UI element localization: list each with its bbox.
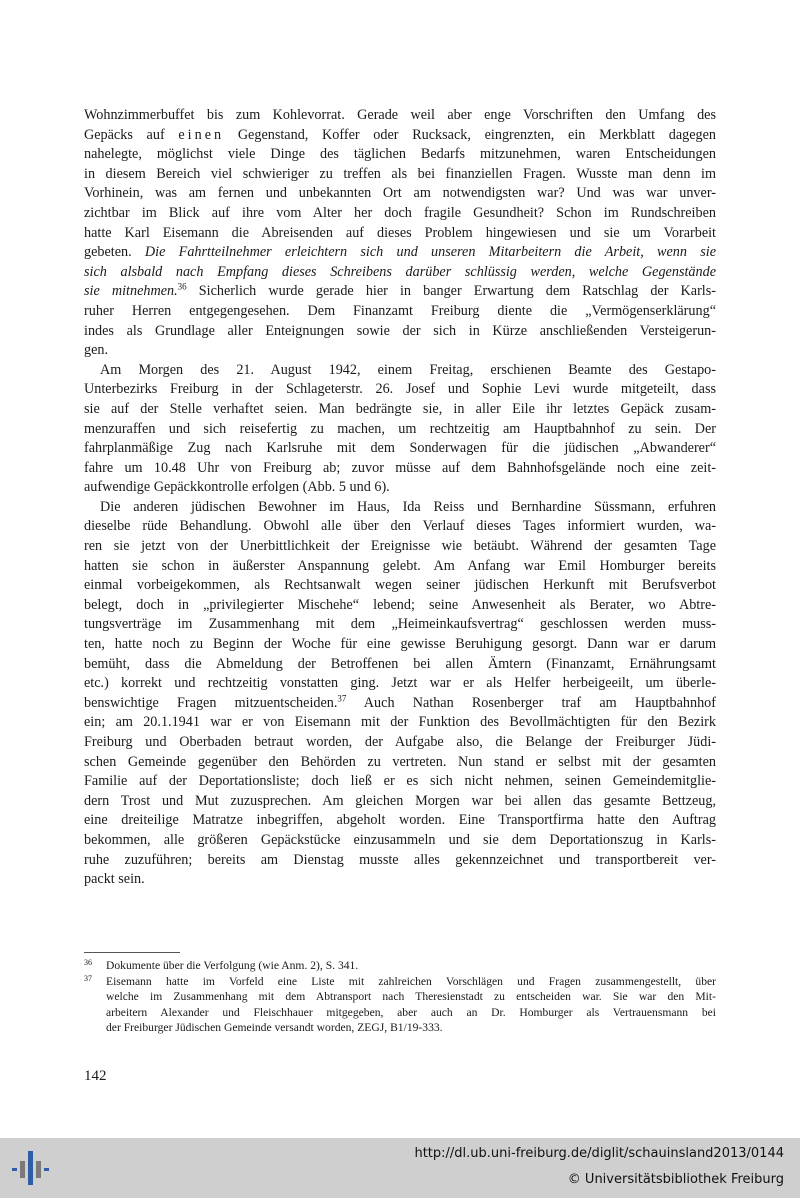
footnote-number: 37 (84, 973, 92, 983)
text-run: aufwendige Gepäckkontrolle erfolgen (Abb. 5 und 6). (84, 479, 390, 496)
text-line (84, 380, 716, 400)
text-run: Die anderen jüdischen Bewohner im Haus, Ida Reiss und Bernhardine Süssmann, erfuhren (100, 498, 716, 515)
text-line (84, 811, 716, 831)
text-run: menzuraffen und sich reisefertig zu machen, um rechtzeitig am Hauptbahnhof zu sein. Der (84, 420, 716, 437)
italic-quote: Die Fahrtteilnehmer erleichtern sich und unseren Mitarbeitern die Arbeit, wenn sie (144, 244, 716, 261)
text-run: hatten sie schon in äußerster Anspannung gelebt. Am Anfang war Emil Homburger bereits (84, 557, 716, 574)
text-run: Vorhinein, was am fernen und unbekannten Ort am notwendigsten war? Und was war unver- (84, 185, 716, 202)
text-line (84, 772, 716, 792)
text-line (84, 282, 716, 302)
text-line (84, 831, 716, 851)
text-line (84, 322, 716, 342)
text-line (84, 341, 716, 361)
copyright-notice: © Universitätsbibliothek Freiburg (567, 1172, 784, 1187)
text-line (84, 851, 716, 871)
text-line (84, 224, 716, 244)
text-run: etc.) korrekt und rechtzeitig vonstatten ging. Jetzt war er als Helfer herbeigeeilt, um überle- (84, 675, 716, 692)
text-run: ten, hatte noch zu Beginn der Woche für eine gewisse Beruhigung gesorgt. Dann war er darum (84, 636, 716, 653)
text-line (84, 517, 716, 537)
text-run: tungsverträge im Zusammenhang mit dem „Heimeinkaufsvertrag“ geschlossen werden muss- (84, 616, 716, 633)
text-run: benswichtige Fragen mitzuentscheiden. (84, 694, 338, 711)
footnote-line: arbeitern Alexander und Fleischhauer mitgegeben, aber auch an Dr. Homburger als Vertrauensmann bei (106, 1005, 716, 1019)
text-line (84, 184, 716, 204)
text-run: dieselbe rüde Behandlung. Obwohl alle über den Verlauf dieses Tages informiert wurden, wa- (84, 518, 716, 535)
text-run: indes als Grundlage aller Enteignungen sowie der sich in Kürze anschließenden Versteigerun- (84, 322, 716, 339)
text-run: hatte Karl Eisemann die Abreisenden auf dieses Problem hingewiesen und sie um Vorarbeit (84, 224, 716, 241)
spaced-emphasis: einen (178, 126, 225, 143)
ub-freiburg-logo-icon (12, 1151, 52, 1185)
text-line (84, 635, 716, 655)
text-run: Gegenstand, Koffer oder Rucksack, eingrenzten, ein Merkblatt dagegen (224, 126, 716, 143)
text-line (84, 478, 716, 498)
text-line (84, 537, 716, 557)
text-line (84, 165, 716, 185)
text-run: gebeten. (84, 244, 145, 261)
text-run: Wohnzimmerbuffet bis zum Kohlevorrat. Gerade weil aber enge Vorschriften den Umfang des (84, 107, 716, 123)
text-run: Familie auf der Deportationsliste; doch ließ er es sich nicht nehmen, seinen Gemeindemitglie- (84, 773, 716, 790)
text-run: in diesem Bereich viel schwieriger zu treffen als bei finanziellen Fragen. Wusste man denn im (84, 165, 716, 182)
text-line (84, 361, 716, 381)
text-line (84, 302, 716, 322)
text-run: packt sein. (84, 871, 145, 888)
footnote-line: Eisemann hatte im Vorfeld eine Liste mit zahlreichen Vorschlägen und Fragen zusammengestellt, über (106, 974, 716, 988)
italic-quote: sich alsbald nach Empfang dieses Schreibens darüber schlüssig werden, welche Gegenstände (84, 263, 716, 280)
text-line (84, 792, 716, 812)
text-line (84, 439, 716, 459)
text-run: fahre um 10.48 Uhr von Freiburg ab; zuvor müsse auf dem Bahnhofsgelände noch eine zeit- (84, 459, 716, 476)
text-line (84, 615, 716, 635)
italic-quote: sie mitnehmen. (84, 283, 178, 300)
text-run: Auch Nathan Rosenberger traf am Hauptbahnhof (346, 694, 716, 711)
text-line (84, 204, 716, 224)
footer-bar (0, 1138, 800, 1198)
text-line (84, 420, 716, 440)
footnotes (84, 958, 716, 1036)
text-run: Gepäcks auf (84, 126, 179, 143)
text-line (84, 459, 716, 479)
text-line (84, 557, 716, 577)
text-line (84, 694, 716, 714)
footnote-ref: 37 (337, 693, 347, 704)
text-run: ren sie jetzt von der Unerbittlichkeit der Ereignisse wie betäubt. Während der gesamten Tage (84, 538, 716, 555)
text-run: Freiburg und Oberbaden betraut worden, der Aufgabe also, die Belange der Freiburger Jüdi- (84, 734, 716, 750)
text-line (84, 753, 716, 773)
text-run: nahelegte, möglichst viele Dinge des täglichen Bedarfs mitzunehmen, waren Entscheidungen (84, 146, 716, 163)
footnote-number: 36 (84, 958, 92, 967)
page-number: 142 (84, 1068, 107, 1084)
text-run: einmal vorbeigekommen, als Rechtsanwalt wegen seiner jüdischen Herkunft mit Berufsverbot (84, 577, 716, 594)
footnote (84, 958, 716, 974)
text-line (84, 870, 716, 890)
text-line (84, 400, 716, 420)
text-line (84, 498, 716, 518)
text-line (84, 263, 716, 283)
text-run: ruher Herren entgegengesehen. Dem Finanzamt Freiburg diente die „Vermögenserklärung“ (84, 302, 716, 319)
text-line (84, 596, 716, 616)
text-run: ein; am 20.1.1941 war er von Eisemann mit der Funktion des Bevollmächtigten für den Bezirk (84, 714, 716, 731)
text-run: dern Trost und Mut zuzusprechen. Am gleichen Morgen war bei allen das gesamte Bettzeug, (84, 792, 716, 809)
text-line (84, 145, 716, 165)
text-run: gen. (84, 342, 109, 359)
text-line (84, 576, 716, 596)
text-run: sie auf der Stelle verhaftet seien. Man bedrängte sie, in aller Eile ihr letztes Gepäck zusam- (84, 400, 716, 417)
text-run: ruhe zuzuführen; bereits am Dienstag musste alles gekennzeichnet und transportbereit ver- (84, 851, 716, 868)
footnote-line: der Freiburger Jüdischen Gemeinde versandt worden, ZEGJ, B1/19-333. (106, 1021, 443, 1035)
footnote-ref: 36 (177, 282, 187, 292)
footnote-line: welche im Zusammenhang mit dem Abtransport nach Theresienstadt zu entscheiden war. Sie war den Mit- (106, 990, 716, 1004)
text-run: fahrplanmäßige Zug nach Karlsruhe mit dem Sonderwagen für die jüdischen „Abwanderer“ (84, 440, 716, 457)
text-run: eine dreiteilige Matratze inbegriffen, abgeholt worden. Eine Transportfirma hatte den Auftrag (84, 812, 716, 829)
text-run: bekommen, alle größeren Gepäckstücke einzusammeln und sie dem Deportationszug in Karls- (84, 831, 716, 848)
text-line (84, 655, 716, 675)
text-line (84, 243, 716, 263)
text-run: Unterbezirks Freiburg in der Schlageterstr. 26. Josef und Sophie Levi wurde mitgeteilt, dass (84, 381, 716, 398)
footnote (84, 974, 716, 1036)
footnote-line: Dokumente über die Verfolgung (wie Anm. 2), S. 341. (106, 959, 359, 972)
text-run: belegt, doch in „privilegierter Mischehe“ lebend; seine Anwesenheit als Berater, wo Abtre- (84, 596, 716, 613)
text-run: bemüht, dass die Abmeldung der Betroffenen bei allen Ämtern (Finanzamt, Ernährungsamt (84, 655, 716, 672)
body-text (84, 106, 716, 890)
source-url[interactable]: http://dl.ub.uni-freiburg.de/diglit/schauinsland2013/0144 (414, 1146, 784, 1161)
text-line (84, 713, 716, 733)
text-run: Am Morgen des 21. August 1942, einem Freitag, erschienen Beamte des Gestapo- (100, 361, 716, 378)
footnote-divider (84, 952, 180, 953)
text-line (84, 126, 716, 146)
text-run: schen Gemeinde gegenüber den Behörden zu vertreten. Nun stand er selbst mit der gesamten (84, 753, 716, 770)
text-run: zichtbar im Blick auf ihre vom Alter her doch fragile Gesundheit? Schon im Rundschreiben (84, 204, 716, 221)
text-line (84, 674, 716, 694)
text-line (84, 106, 716, 126)
text-line (84, 733, 716, 753)
text-run: Sicherlich wurde gerade hier in banger Erwartung dem Ratschlag der Karls- (186, 283, 716, 300)
